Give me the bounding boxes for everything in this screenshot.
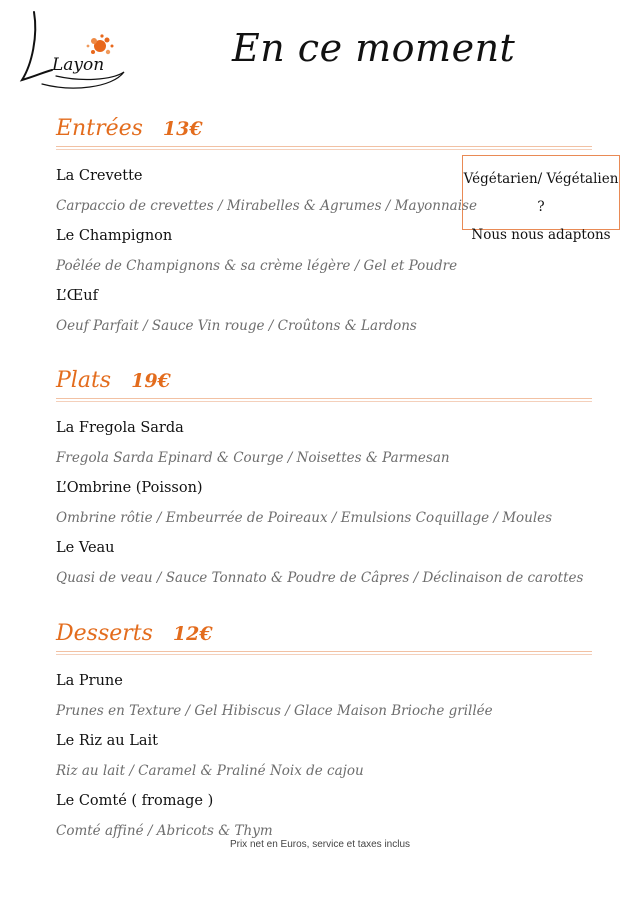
dish-description: Oeuf Parfait / Sauce Vin rouge / Croûtons & Lardons [56,318,417,334]
section-name: Desserts [56,621,153,646]
section-price: 13€ [162,118,203,140]
vegetarian-notice-line1: Végétarien/ Végétalien ? [463,171,619,215]
section-desserts [56,621,592,846]
dish-name: Le Comté ( fromage ) [56,793,214,809]
section-name: Plats [56,368,112,393]
dish-name: La Prune [56,673,123,689]
restaurant-logo [12,6,130,98]
section-price: 12€ [172,623,213,645]
dish-description: Fregola Sarda Epinard & Courge / Noisettes & Parmesan [56,450,450,466]
dish-name: Le Champignon [56,228,173,244]
dish-description: Riz au lait / Caramel & Praliné Noix de cajou [56,763,364,779]
section-header [56,116,592,147]
dish-list [56,413,592,593]
price-footer-note: Prix net en Euros, service et taxes inclus [229,839,411,850]
dish-list [56,161,592,341]
dish-name: Le Riz au Lait [56,733,158,749]
section-name: Entrées [56,116,143,141]
section-header [56,621,592,652]
dish-name: L’Ombrine (Poisson) [56,480,203,496]
section-entrees [56,116,592,341]
section-price: 19€ [131,370,171,392]
logo-graphic [12,6,130,98]
dish-name: Le Veau [56,540,115,556]
logo-text: Layon [52,55,105,75]
dish-description: Quasi de veau / Sauce Tonnato & Poudre de Câpres / Déclinaison de carottes [56,570,584,586]
dish-list [56,666,592,846]
section-plats [56,368,592,593]
dish-name: La Fregola Sarda [56,420,184,436]
page-title: En ce moment [232,26,516,70]
dish-name: L’Œuf [56,288,98,304]
dish-description: Comté affiné / Abricots & Thym [56,823,273,839]
vegetarian-notice-line2: Nous nous adaptons [471,227,611,243]
orange-splash-icon [87,34,114,54]
dish-description: Ombrine rôtie / Embeurrée de Poireaux / Emulsions Coquillage / Moules [56,510,553,526]
dish-description: Carpaccio de crevettes / Mirabelles & Agrumes / Mayonnaise [56,198,477,214]
dish-name: La Crevette [56,168,143,184]
dish-description: Poêlée de Champignons & sa crème légère / Gel et Poudre [56,258,458,274]
dish-description: Prunes en Texture / Gel Hibiscus / Glace Maison Brioche grillée [56,703,493,719]
section-header [56,368,592,399]
